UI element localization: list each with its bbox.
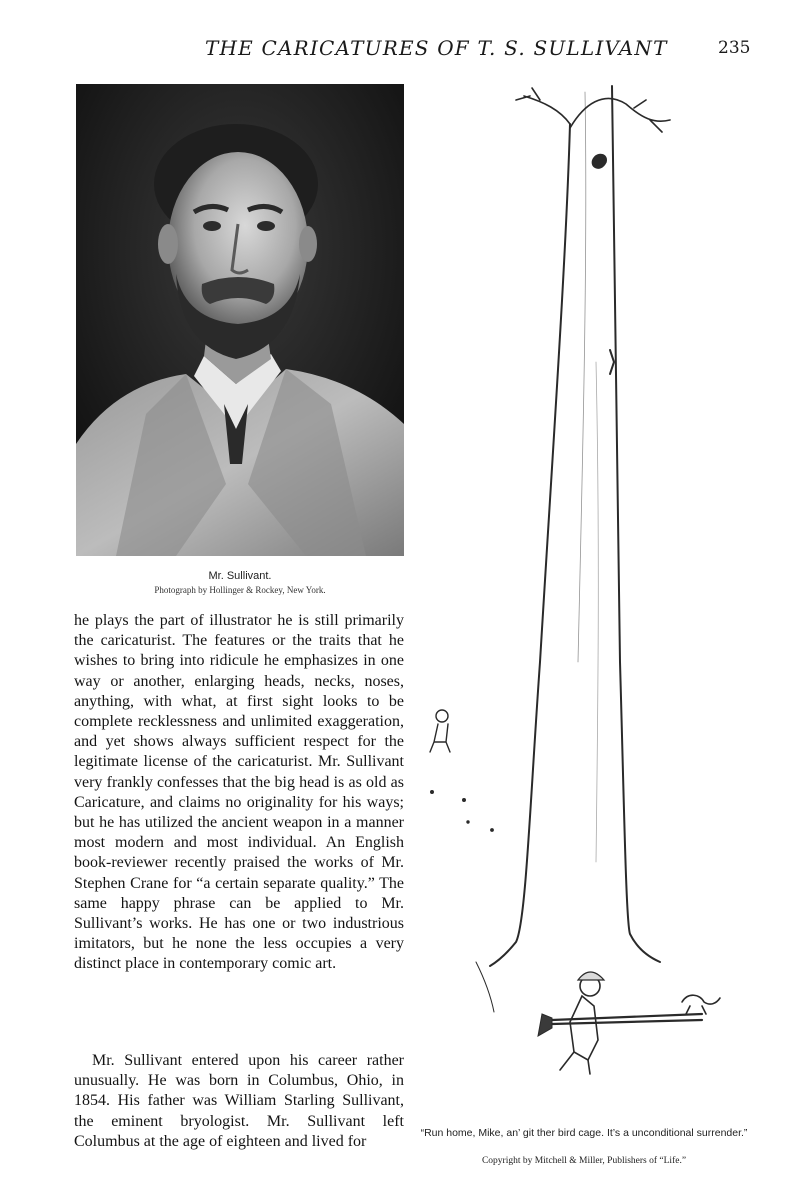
tree-trunk-right — [612, 86, 660, 962]
tree-cartoon-drawing — [420, 62, 780, 1124]
cartoon-illustration — [420, 62, 780, 1124]
tree-trunk-left — [490, 124, 570, 966]
falling-figure-head — [436, 710, 448, 722]
boy-body — [570, 996, 598, 1060]
small-creature — [682, 995, 720, 1014]
trunk-mark — [610, 350, 614, 374]
article-paragraph-2 — [74, 1051, 404, 1152]
cartoon-caption: “Run home, Mike, an’ git ther bird cage. It’s a unconditional surrender.” — [420, 1127, 748, 1139]
cartoon-credit: Copyright by Mitchell & Miller, Publishers of “Life.” — [481, 1156, 687, 1166]
boy-hat — [578, 972, 604, 980]
tree-branch-left — [516, 88, 570, 124]
portrait-illustration — [76, 84, 404, 556]
portrait-photo — [76, 84, 404, 556]
boy-legs — [560, 1052, 590, 1074]
running-head: THE CARICATURES OF T. S. SULLIVANT — [205, 36, 668, 60]
article-paragraph-2-text: Mr. Sullivant entered upon his career rather unusually. He was born in Columbus, Ohio, in 1854. His father was William Starling Sullivant, the eminent bryologist. Mr. Sullivant left Columbus at the age of eighteen and lived for — [74, 1052, 404, 1150]
page-number: 235 — [718, 38, 751, 58]
portrait-caption: Mr. Sullivant. — [208, 570, 272, 582]
rifle — [552, 1014, 702, 1024]
portrait-credit: Photograph by Hollinger & Rockey, New York. — [154, 585, 326, 595]
artist-signature — [476, 962, 494, 1012]
tree-knot — [592, 155, 606, 169]
article-paragraph-1: he plays the part of illustrator he is still primarily the caricaturist. The features or the traits that he wishes to bring into ridicule he emphasizes in one way or another, enlarging heads, necks, noses, anything, with what, at first sight looks to be complete recklessness and unlimited exaggeration, and yet shows always sufficient respect for the legitimate license of the caricaturist. Mr. Sullivant very frankly confesses that the big head is as old as Caricature, and claims no originality for his ways; but he has utilized the ancient weapon in a manner most modern and most individual. An English book-reviewer recently praised the works of Mr. Stephen Crane for “a certain separate quality.” The same happy phrase can be applied to Mr. Sullivant’s works. He has one or two industrious imitators, but he none the less occupies a very distinct place in contemporary comic art. — [74, 612, 404, 973]
